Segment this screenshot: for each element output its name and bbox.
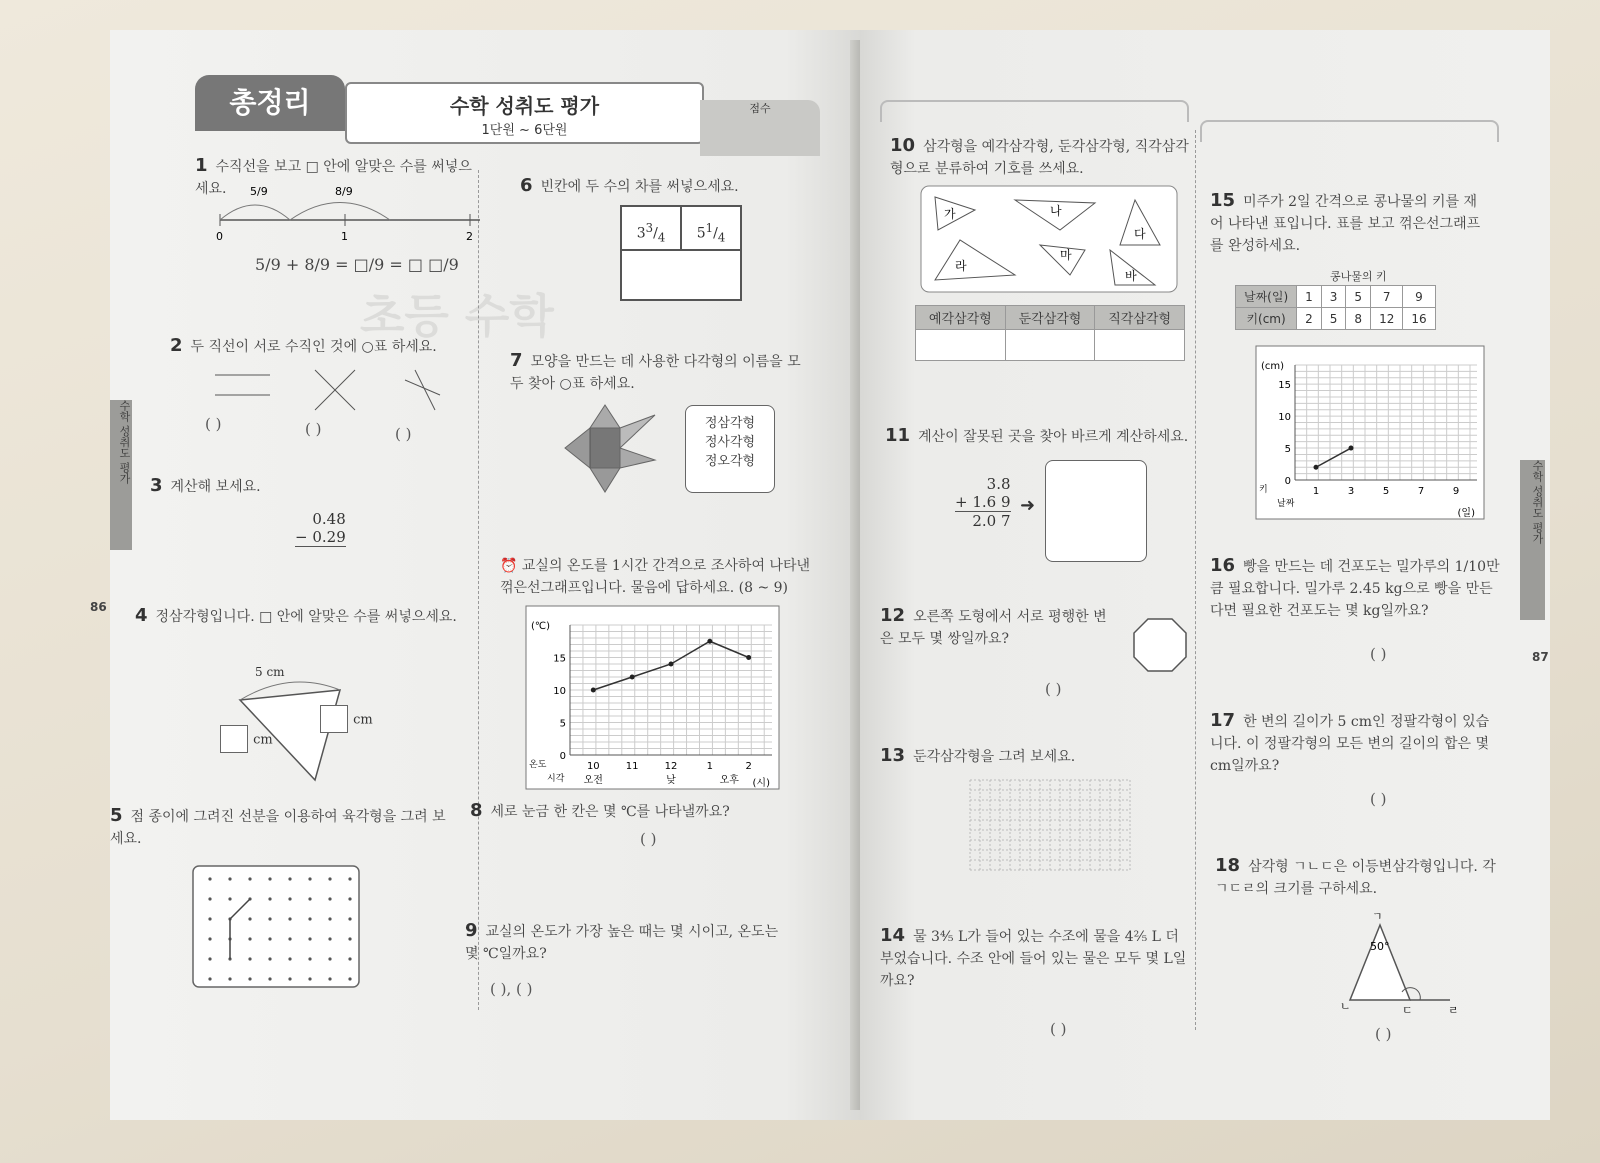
dot bbox=[308, 957, 311, 960]
x-group-label: 낮 bbox=[666, 775, 676, 786]
score-label: 점수 bbox=[749, 102, 771, 115]
q15-day-4: 7 bbox=[1371, 286, 1403, 308]
q18-answer[interactable]: ( ) bbox=[1375, 1025, 1392, 1043]
x-unit: (시) bbox=[752, 778, 770, 789]
header-line-right bbox=[1200, 120, 1499, 142]
q18-triangle bbox=[1340, 910, 1470, 1020]
q15-height-3: 8 bbox=[1346, 308, 1371, 330]
x-unit: (일) bbox=[1457, 508, 1475, 519]
q4-side-label: 5 cm bbox=[255, 665, 285, 679]
x-header: 날짜 bbox=[1277, 499, 1295, 509]
tri-label-ga: 가 bbox=[944, 207, 956, 221]
question-15 bbox=[1210, 190, 1490, 257]
number-line bbox=[210, 180, 480, 310]
dot bbox=[208, 957, 211, 960]
question-text: 미주가 2일 간격으로 콩나물의 키를 재어 나타낸 표입니다. 표를 보고 꺾은선그래프를 완성하세요. bbox=[1210, 194, 1481, 254]
q11-calc bbox=[955, 475, 1011, 530]
vertex-d: ㄷ bbox=[1402, 1004, 1413, 1017]
dot bbox=[328, 897, 331, 900]
x-tick-label: 2 bbox=[745, 761, 752, 772]
question-7 bbox=[510, 350, 810, 395]
q15-height-2: 5 bbox=[1321, 308, 1346, 330]
question-number: 9 bbox=[465, 920, 478, 941]
question-4 bbox=[135, 605, 475, 628]
dot bbox=[288, 977, 291, 980]
y-tick-label: 5 bbox=[559, 718, 566, 730]
page-subtitle: 1단원 ~ 6단원 bbox=[481, 123, 568, 138]
vertex-g: ㄱ bbox=[1372, 910, 1383, 923]
q11-answer-box[interactable] bbox=[1045, 460, 1147, 562]
q4-unit-1: cm bbox=[353, 712, 373, 728]
bell-icon: ⏰ bbox=[500, 558, 518, 574]
y-tick-label: 5 bbox=[1284, 444, 1291, 456]
dot bbox=[248, 937, 251, 940]
bean-sprout-chart[interactable] bbox=[1255, 345, 1485, 520]
x-tick-label: 3 bbox=[1347, 486, 1355, 497]
question-text: 빵을 만드는 데 건포도는 밀가루의 1/10만큼 필요합니다. 밀가루 2.45 kg으로 빵을 만든다면 필요한 건포도는 몇 kg일까요? bbox=[1210, 559, 1500, 619]
question-10 bbox=[890, 135, 1190, 180]
question-text: 모양을 만드는 데 사용한 다각형의 이름을 모두 찾아 ○표 하세요. bbox=[510, 354, 801, 392]
q15-day-5: 9 bbox=[1403, 286, 1435, 308]
question-number: 7 bbox=[510, 350, 523, 371]
right-page bbox=[860, 30, 1550, 1120]
dot bbox=[288, 957, 291, 960]
q7-bird-shape bbox=[560, 400, 660, 500]
question-number: 14 bbox=[880, 925, 906, 946]
page-number-left: 86 bbox=[90, 600, 107, 614]
q89-intro-text: 교실의 온도를 1시간 간격으로 조사하여 나타낸 꺾은선그래프입니다. 물음에 답하세요. (8 ~ 9) bbox=[500, 558, 811, 596]
dot bbox=[328, 917, 331, 920]
side-tab-left bbox=[110, 400, 132, 550]
q11-operand-b: + 1.6 9 bbox=[955, 493, 1011, 511]
dot bbox=[328, 877, 331, 880]
q12-answer[interactable]: ( ) bbox=[1045, 680, 1062, 698]
q89-intro bbox=[500, 555, 810, 599]
dot bbox=[288, 877, 291, 880]
q15-day-3: 5 bbox=[1346, 286, 1371, 308]
question-number: 13 bbox=[880, 745, 906, 766]
dot bbox=[268, 917, 271, 920]
column-divider bbox=[1195, 130, 1196, 1030]
question-text: 교실의 온도가 가장 높은 때는 몇 시이고, 온도는 몇 ℃일까요? bbox=[465, 924, 779, 962]
q15-height-4: 12 bbox=[1371, 308, 1403, 330]
x-tick-label: 9 bbox=[1452, 486, 1460, 497]
question-number: 6 bbox=[520, 175, 533, 196]
question-text: 계산이 잘못된 곳을 찾아 바르게 계산하세요. bbox=[918, 429, 1189, 445]
score-box bbox=[700, 100, 820, 156]
x-tick-label: 10 bbox=[586, 761, 600, 772]
dot bbox=[208, 937, 211, 940]
q14-answer[interactable]: ( ) bbox=[1050, 1020, 1067, 1038]
question-text: 한 변의 길이가 5 cm인 정팔각형이 있습니다. 이 정팔각형의 모든 변의 길이의 합은 몇 cm일까요? bbox=[1210, 714, 1490, 774]
x-tick-label: 12 bbox=[664, 761, 678, 772]
q15-table bbox=[1235, 285, 1436, 330]
data-point bbox=[669, 662, 674, 667]
q15-table-title: 콩나물의 키 bbox=[1330, 270, 1387, 283]
q10-answer-acute[interactable] bbox=[916, 330, 1006, 361]
question-text: 점 종이에 그려진 선분을 이용하여 육각형을 그려 보세요. bbox=[110, 809, 446, 847]
q11-operand-a: 3.8 bbox=[986, 475, 1011, 493]
dot bbox=[308, 937, 311, 940]
y-tick-label: 15 bbox=[1278, 380, 1291, 392]
question-number: 8 bbox=[470, 800, 483, 821]
x-group-label: 오전 bbox=[583, 775, 603, 786]
q5-dot-paper[interactable] bbox=[192, 865, 362, 990]
tri-label-ba: 바 bbox=[1125, 269, 1137, 283]
x-tick-label: 5 bbox=[1382, 486, 1390, 497]
q6-number-1: $3^3/_4$ bbox=[622, 207, 682, 249]
dot bbox=[328, 937, 331, 940]
question-number: 5 bbox=[110, 805, 123, 826]
x-group-label: 오후 bbox=[719, 775, 739, 786]
y-axis-label: (cm) bbox=[1261, 361, 1285, 372]
vertex-n: ㄴ bbox=[1340, 1000, 1351, 1013]
x-tick-label: 11 bbox=[625, 761, 639, 772]
question-text: 삼각형을 예각삼각형, 둔각삼각형, 직각삼각형으로 분류하여 기호를 쓰세요. bbox=[890, 139, 1189, 177]
question-number: 4 bbox=[135, 605, 148, 626]
tri-label-na: 나 bbox=[1050, 204, 1062, 218]
tick-label-2: 2 bbox=[466, 230, 473, 243]
arc-label-1: 5/9 bbox=[250, 185, 268, 198]
watermark: 초등 수학 bbox=[360, 289, 554, 343]
y-tick-label: 15 bbox=[553, 653, 566, 665]
q9-answer[interactable]: ( ), ( ) bbox=[490, 980, 533, 998]
q10-triangles bbox=[920, 185, 1180, 295]
question-text: 수직선을 보고 □ 안에 알맞은 수를 써넣으세요. bbox=[195, 159, 472, 197]
question-number: 3 bbox=[150, 475, 163, 496]
q7-choices bbox=[685, 405, 775, 493]
question-13 bbox=[880, 745, 1180, 768]
y-tick-label: 0 bbox=[559, 751, 566, 762]
question-text: 오른쪽 도형에서 서로 평행한 변은 모두 몇 쌍일까요? bbox=[880, 609, 1107, 647]
question-text: 두 직선이 서로 수직인 것에 ○표 하세요. bbox=[190, 339, 437, 355]
q8-answer[interactable]: ( ) bbox=[640, 830, 657, 848]
y-tick-label: 10 bbox=[553, 686, 566, 697]
question-text: 물 3⁴⁄₅ L가 들어 있는 수조에 물을 4²⁄₅ L 더 부었습니다. 수조 안에 들어 있는 물은 모두 몇 L일까요? bbox=[880, 929, 1187, 989]
dot bbox=[268, 937, 271, 940]
dot bbox=[248, 917, 251, 920]
dot bbox=[228, 977, 231, 980]
q4-box-1[interactable] bbox=[320, 705, 373, 733]
q3-calc bbox=[295, 510, 346, 547]
question-number: 1 bbox=[195, 155, 208, 176]
tri-label-ra: 라 bbox=[955, 259, 967, 273]
y-tick-label: 10 bbox=[1278, 412, 1291, 424]
q2-answer-2[interactable]: ( ) bbox=[305, 420, 322, 438]
q10-table bbox=[915, 305, 1185, 361]
q2-answer-3[interactable]: ( ) bbox=[395, 425, 412, 443]
x-tick-label: 1 bbox=[1312, 486, 1320, 497]
data-point bbox=[1314, 465, 1319, 470]
dot bbox=[248, 877, 251, 880]
arrow-right-icon: ➜ bbox=[1020, 495, 1036, 516]
dot bbox=[288, 897, 291, 900]
dot bbox=[288, 917, 291, 920]
question-number: 10 bbox=[890, 135, 916, 156]
x-tick-label: 7 bbox=[1417, 486, 1425, 497]
question-12 bbox=[880, 605, 1120, 650]
dot bbox=[288, 937, 291, 940]
q12-octagon bbox=[1130, 615, 1190, 675]
question-3 bbox=[150, 475, 470, 498]
q10-col-obtuse: 둔각삼각형 bbox=[1005, 306, 1095, 330]
q7-choice-2[interactable]: 정사각형 bbox=[704, 435, 756, 450]
data-point bbox=[630, 675, 635, 680]
question-6 bbox=[520, 175, 820, 198]
vertex-r: ㄹ bbox=[1448, 1004, 1459, 1017]
temperature-chart bbox=[525, 605, 780, 790]
q4-box-2[interactable] bbox=[220, 725, 273, 753]
y-tick-label: 0 bbox=[1284, 476, 1291, 487]
q15-day-1: 1 bbox=[1297, 286, 1322, 308]
header-line-left bbox=[880, 100, 1189, 122]
dot bbox=[248, 957, 251, 960]
left-page bbox=[90, 30, 860, 1120]
q2-answer-1[interactable]: ( ) bbox=[205, 415, 222, 433]
q10-answer-obtuse[interactable] bbox=[1005, 330, 1095, 361]
side-label-left: 수학 성취도 평가 bbox=[118, 400, 131, 484]
data-point bbox=[746, 655, 751, 660]
dot bbox=[308, 917, 311, 920]
dot bbox=[328, 957, 331, 960]
question-text: 삼각형 ㄱㄴㄷ은 이등변삼각형입니다. 각 ㄱㄷㄹ의 크기를 구하세요. bbox=[1215, 859, 1496, 897]
q17-answer[interactable]: ( ) bbox=[1370, 790, 1387, 808]
page-number-right: 87 bbox=[1532, 650, 1549, 664]
question-5 bbox=[110, 805, 450, 850]
q13-grid[interactable] bbox=[970, 780, 1130, 870]
question-number: 15 bbox=[1210, 190, 1236, 211]
q10-col-acute: 예각삼각형 bbox=[916, 306, 1006, 330]
angle-label: 50° bbox=[1370, 940, 1390, 953]
data-point bbox=[1349, 446, 1354, 451]
question-8 bbox=[470, 800, 790, 823]
dot bbox=[328, 977, 331, 980]
question-number: 16 bbox=[1210, 555, 1236, 576]
q15-day-2: 3 bbox=[1321, 286, 1346, 308]
dot bbox=[208, 977, 211, 980]
question-text: 세로 눈금 한 칸은 몇 ℃를 나타낼까요? bbox=[490, 804, 730, 820]
dot bbox=[348, 957, 351, 960]
header-tab: 총정리 bbox=[195, 75, 345, 131]
dot bbox=[268, 897, 271, 900]
data-point bbox=[707, 639, 712, 644]
x-tick-label: 1 bbox=[706, 761, 714, 772]
question-number: 12 bbox=[880, 605, 906, 626]
page-title: 수학 성취도 평가 bbox=[449, 94, 600, 118]
question-17 bbox=[1210, 710, 1500, 777]
q10-col-right: 직각삼각형 bbox=[1095, 306, 1185, 330]
question-14 bbox=[880, 925, 1190, 992]
question-number: 17 bbox=[1210, 710, 1236, 731]
question-11 bbox=[885, 425, 1195, 448]
q6-answer-cell[interactable] bbox=[622, 251, 740, 297]
q7-choice-1[interactable]: 정삼각형 bbox=[704, 416, 756, 431]
q3-operand-a: 0.48 bbox=[312, 510, 346, 528]
tick-label-0: 0 bbox=[216, 230, 223, 243]
dot bbox=[248, 977, 251, 980]
tri-label-ma: 마 bbox=[1060, 248, 1072, 262]
dot bbox=[228, 877, 231, 880]
q11-result: 2.0 7 bbox=[972, 512, 1011, 530]
q7-choice-3[interactable]: 정오각형 bbox=[704, 454, 756, 469]
dot bbox=[348, 897, 351, 900]
side-label-right: 수학 성취도 평가 bbox=[1531, 460, 1544, 544]
q1-expression: 5/9 + 8/9 = □/9 = □ □/9 bbox=[255, 255, 459, 274]
q6-table bbox=[620, 205, 742, 301]
side-tab-right bbox=[1520, 460, 1545, 620]
dot bbox=[228, 897, 231, 900]
q10-answer-right[interactable] bbox=[1095, 330, 1185, 361]
dot bbox=[268, 957, 271, 960]
dot bbox=[268, 877, 271, 880]
q16-answer[interactable]: ( ) bbox=[1370, 645, 1387, 663]
question-text: 둔각삼각형을 그려 보세요. bbox=[913, 749, 1076, 765]
dot bbox=[268, 977, 271, 980]
q6-number-2: $5^1/_4$ bbox=[696, 221, 726, 245]
dot bbox=[308, 897, 311, 900]
question-text: 빈칸에 두 수의 차를 써넣으세요. bbox=[540, 179, 739, 195]
header-title-box bbox=[345, 82, 704, 144]
question-18 bbox=[1215, 855, 1505, 900]
dot bbox=[208, 917, 211, 920]
dot bbox=[208, 877, 211, 880]
question-number: 11 bbox=[885, 425, 911, 446]
x-header: 시각 bbox=[547, 774, 565, 784]
question-number: 18 bbox=[1215, 855, 1241, 876]
question-text: 계산해 보세요. bbox=[170, 479, 261, 495]
data-point bbox=[591, 688, 596, 693]
question-9 bbox=[465, 920, 795, 965]
dot bbox=[208, 897, 211, 900]
q15-height-5: 16 bbox=[1403, 308, 1435, 330]
dot bbox=[348, 877, 351, 880]
y-header: 온도 bbox=[529, 760, 547, 770]
dot bbox=[348, 917, 351, 920]
dot bbox=[348, 977, 351, 980]
question-16 bbox=[1210, 555, 1500, 622]
q4-unit-2: cm bbox=[253, 732, 273, 748]
tick-label-1: 1 bbox=[341, 230, 348, 243]
y-axis-label: (℃) bbox=[531, 621, 551, 632]
q15-row2-label: 키(cm) bbox=[1236, 308, 1297, 330]
question-text: 정삼각형입니다. □ 안에 알맞은 수를 써넣으세요. bbox=[155, 609, 457, 625]
q15-row1-label: 날짜(일) bbox=[1236, 286, 1297, 308]
q15-height-1: 2 bbox=[1297, 308, 1322, 330]
q2-figures bbox=[205, 365, 465, 415]
question-number: 2 bbox=[170, 335, 183, 356]
y-header: 키 bbox=[1259, 485, 1268, 495]
dot bbox=[348, 937, 351, 940]
arc-label-2: 8/9 bbox=[335, 185, 353, 198]
tri-label-da: 다 bbox=[1134, 227, 1146, 241]
question-2 bbox=[170, 335, 480, 358]
dot bbox=[308, 977, 311, 980]
dot bbox=[308, 877, 311, 880]
chart-frame bbox=[1256, 346, 1484, 519]
q3-operand-b: − 0.29 bbox=[295, 528, 346, 546]
